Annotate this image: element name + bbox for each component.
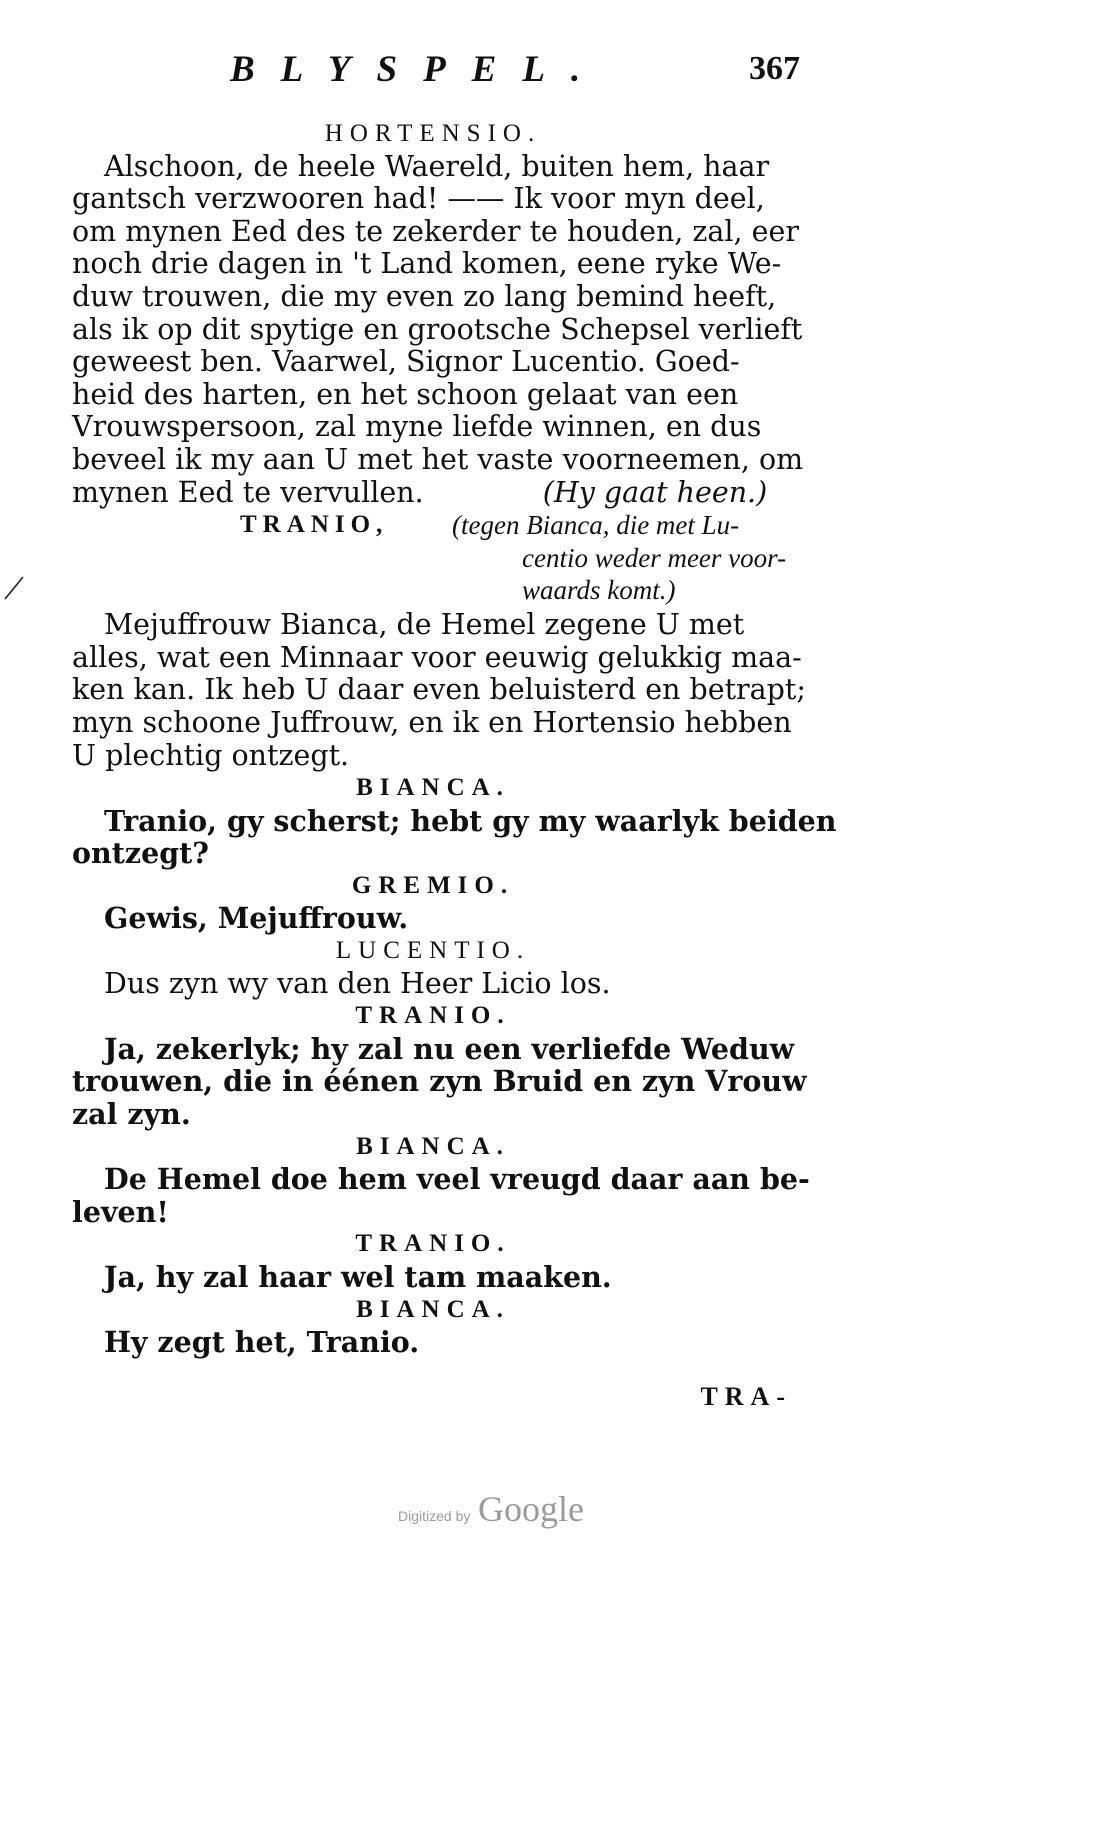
speaker-gremio: GREMIO. [351, 871, 515, 899]
text-line: Dus zyn wy van den Heer Licio los. [104, 966, 611, 1000]
speaker-tranio: TRANIO, [240, 511, 389, 539]
text-line-with-exit [72, 477, 794, 510]
text-line: beveel ik my aan U met het vaste voorneemen, om [72, 442, 804, 476]
text-line: heid des harten, en het schoon gelaat van een [72, 377, 739, 411]
text-line: gantsch verzwooren had! —— Ik voor myn deel, [72, 182, 765, 216]
text-line: Vrouwspersoon, zal myne liefde winnen, en dus [72, 410, 762, 444]
text-line: Alschoon, de heele Waereld, buiten hem, haar [104, 149, 770, 183]
speaker-tranio: TRANIO. [355, 1230, 511, 1258]
watermark-prefix: Digitized by [398, 1508, 471, 1524]
speaker-hortensio: HORTENSIO. [324, 120, 542, 147]
text-line: zal zyn. [72, 1097, 191, 1132]
speaker-bianca: BIANCA. [356, 1132, 510, 1160]
text-line: Gewis, Mejuffrouw. [104, 901, 409, 936]
stage-direction [452, 509, 792, 607]
margin-stroke-mark [4, 575, 24, 601]
stage-line: waards komt.) [522, 575, 676, 606]
speaker-lucentio: LUCENTIO. [335, 937, 531, 965]
catchword: TRA- [700, 1382, 792, 1411]
text-line: duw trouwen, die my even zo lang bemind heeft, [72, 279, 777, 313]
play-text [72, 118, 837, 1360]
page-number: 367 [749, 50, 800, 87]
text-line: Mejuffrouw Bianca, de Hemel zegene U met [104, 608, 745, 642]
text-line: om mynen Eed des te zekerder te houden, zal, eer [72, 214, 800, 248]
text-line: De Hemel doe hem veel vreugd daar aan be- [104, 1162, 810, 1197]
running-head-title: BLYSPEL. [230, 49, 607, 90]
speaker-bianca: BIANCA. [356, 1295, 510, 1323]
text-line: Hy zegt het, Tranio. [104, 1325, 420, 1360]
digitized-by-google-watermark [398, 1488, 598, 1538]
text-line: trouwen, die in éénen zyn Bruid en zyn Vrouw [72, 1064, 807, 1099]
text-line: alles, wat een Minnaar voor eeuwig gelukkig maa- [72, 640, 802, 674]
text-line-part: mynen Eed te vervullen. [72, 475, 424, 509]
text-line: myn schoone Juffrouw, en ik en Hortensio hebben [72, 705, 792, 739]
text-line: ken kan. Ik heb U daar even beluisterd en betrapt; [72, 673, 806, 707]
text-line: als ik op dit spytige en grootsche Schepsel verlieft [72, 312, 803, 346]
text-line: Tranio, gy scherst; hebt gy my waarlyk beiden [104, 803, 837, 838]
google-logo: Google [478, 1489, 584, 1529]
text-line: U plechtig ontzegt. [72, 738, 350, 772]
speaker-bianca: BIANCA. [356, 774, 510, 802]
stage-line: (tegen Bianca, die met Lu- [452, 510, 740, 541]
stage-direction-block [72, 509, 794, 609]
speaker-tranio: TRANIO. [355, 1002, 511, 1030]
text-line: Ja, zekerlyk; hy zal nu een verliefde Weduw [104, 1031, 795, 1066]
stage-direction-exit: (Hy gaat heen.) [542, 475, 768, 509]
text-line: noch drie dagen in 't Land komen, eene ryke We- [72, 247, 782, 281]
text-line: Ja, hy zal haar wel tam maaken. [104, 1260, 612, 1294]
stage-line: centio weder meer voor- [522, 542, 787, 573]
running-head [70, 48, 800, 108]
text-line: geweest ben. Vaarwel, Signor Lucentio. Goed- [72, 345, 740, 379]
text-line: ontzegt? [72, 836, 210, 871]
text-line: leven! [72, 1194, 169, 1229]
